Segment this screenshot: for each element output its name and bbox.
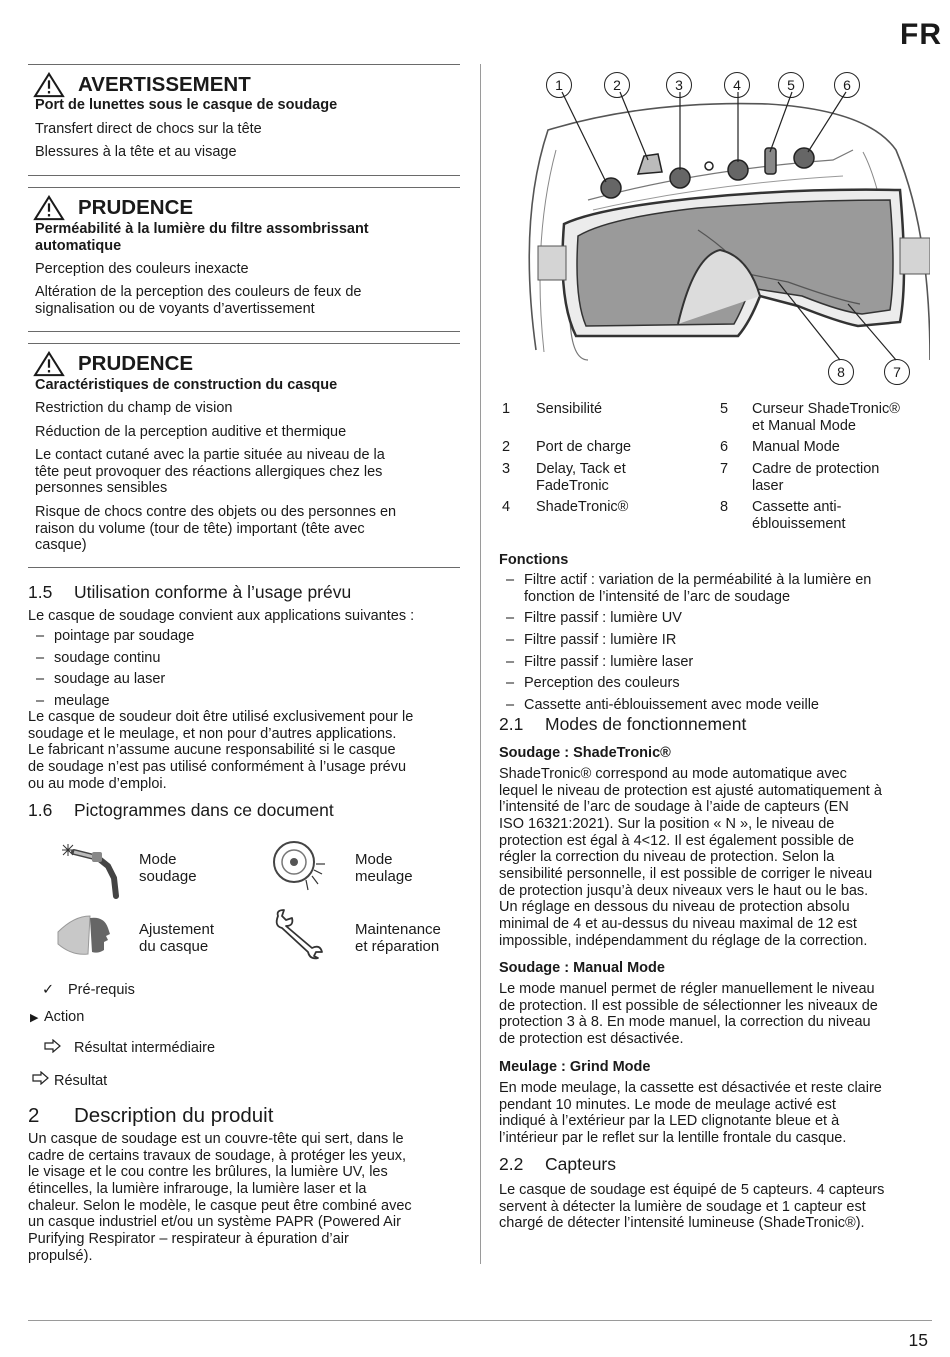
warning-triangle-icon (32, 195, 66, 221)
section-heading-1-5: 1.5 Utilisation conforme à l’usage prévu (28, 582, 352, 602)
warning-item: Transfert direct de chocs sur la tête (35, 121, 262, 137)
wrench-icon (272, 908, 328, 960)
picto-label-adjust: Ajustement du casque (139, 921, 215, 956)
legend-number: 4 (502, 499, 511, 516)
welding-torch-icon (52, 838, 142, 900)
legend-text: Curseur ShadeTronic® et Manual Mode (752, 401, 900, 434)
section-1-5-body: Le casque de soudeur doit être utilisé exclusivement pour le soudage et le meulage, et non pour d’autres applications. Le fabricant n’assume aucune responsabilité si le casque de soudage n’est pas utilisé conformément à l’usage prévu ou au mode d’emploi. (28, 709, 414, 792)
list-item: – Cassette anti-éblouissement avec mode veille (498, 697, 930, 714)
legend-text: Cassette anti- éblouissement (752, 499, 846, 533)
caution-item: Risque de chocs contre des objets ou des personnes en raison du volume (tour de tête) important (tête avec casque) (35, 504, 397, 554)
legend-number: 3 (502, 461, 511, 478)
functions-title: Fonctions (499, 552, 569, 568)
section-heading-1-6: 1.6 Pictogrammes dans ce document (28, 800, 334, 820)
application-list (28, 628, 460, 713)
list-item: – Filtre actif : variation de la perméabilité à la lumière en fonction de l’intensité de l’arc de soudage (498, 572, 930, 605)
picto-label-grinding: Mode meulage (355, 851, 413, 886)
section-1-5-intro: Le casque de soudage convient aux applications suivantes : (28, 608, 415, 624)
picto-label-maintenance: Maintenance et réparation (355, 921, 441, 956)
legend-number: 1 (502, 401, 511, 417)
box-rule (28, 64, 460, 65)
legend-number: 8 (720, 499, 729, 516)
action-label: Action (44, 1009, 85, 1025)
intermediate-result-label: Résultat intermédiaire (74, 1040, 216, 1056)
language-tag: FR (900, 18, 942, 51)
helmet-figure (498, 60, 930, 390)
grind-mode-title: Meulage : Grind Mode (499, 1059, 651, 1075)
list-item: – soudage continu (28, 650, 460, 667)
callout-8: 8 (828, 359, 854, 385)
warning-subtitle: Port de lunettes sous le casque de soudage (35, 97, 338, 113)
section-2-body: Un casque de soudage est un couvre-tête qui sert, dans le cadre de certains travaux de soudage, à protéger les yeux, le visage et le cou contre les brûlures, la lumière UV, les étincelles, la lumière infrarouge, la lumière laser et la chaleur. Selon le modèle, le casque peut être combiné avec un casque industriel et/ou un système PAPR (Powered Air Purifying Respirator – respirateur à épuration d’air propulsé). (28, 1131, 412, 1264)
caution-item: Le contact cutané avec la partie située au niveau de la tête peut provoquer des réactions allergiques chez les personnes sensibles (35, 447, 385, 497)
callout-1: 1 (546, 72, 572, 98)
callout-5: 5 (778, 72, 804, 98)
legend-number: 2 (502, 439, 511, 456)
box-rule (28, 187, 460, 188)
box-rule (28, 567, 460, 568)
caution-item: Altération de la perception des couleurs de feux de signalisation ou de voyants d’avertissement (35, 284, 362, 317)
page-number: 15 (908, 1330, 928, 1350)
section-2-2-body: Le casque de soudage est équipé de 5 capteurs. 4 capteurs servent à détecter la lumière de soudage et 1 capteur est chargé de détecter l’intensité lumineuse (ShadeTronic®). (499, 1182, 885, 1232)
figure-legend (502, 401, 932, 533)
caution-item: Perception des couleurs inexacte (35, 261, 249, 277)
manual-mode-body: Le mode manuel permet de régler manuellement le niveau de protection. Il est possible de sélectionner les niveaux de protection 3 à 8. En mode manuel, la correction du niveau de protection est désactivée. (499, 981, 878, 1048)
action-arrow-icon: ▶ (30, 1012, 39, 1024)
callout-7: 7 (884, 359, 910, 385)
shadetronic-body: ShadeTronic® correspond au mode automatique avec lequel le niveau de protection est ajusté automatiquement à l’intensité de l’arc de soudage à l’aide de capteurs (EN ISO 16321:2021). Sur la position « N », le niveau de protection est égal à 4<12. Il est également possible de régler la correction du niveau de protection. Selon la sensibilité personnelle, il est possible de corriger le niveau de protection jusqu’à deux niveaux vers le haut ou le bas. Un réglage en dessous du niveau de protection absolu minimal de 4 et au-dessus du niveau maximal de 12 est impossible, indépendamment du réglage de la correction. (499, 766, 882, 949)
box-rule (28, 175, 460, 176)
legend-text: Sensibilité (536, 401, 603, 417)
caution-title-text: PRUDENCE (78, 196, 194, 220)
shadetronic-title: Soudage : ShadeTronic® (499, 745, 671, 761)
caution-item: Réduction de la perception auditive et thermique (35, 424, 347, 440)
list-item: – Filtre passif : lumière laser (498, 654, 930, 671)
section-heading-2-2: 2.2 Capteurs (499, 1154, 617, 1174)
caution-subtitle: Perméabilité à la lumière du filtre assombrissant automatique (35, 221, 369, 254)
prerequisite-label: Pré-requis (68, 982, 135, 998)
legend-text: ShadeTronic® (536, 499, 629, 516)
legend-text: Port de charge (536, 439, 632, 456)
callout-3: 3 (666, 72, 692, 98)
warning-title-text: AVERTISSEMENT (78, 73, 251, 97)
caution-item: Restriction du champ de vision (35, 400, 233, 416)
result-label: Résultat (54, 1073, 108, 1089)
list-item: – Filtre passif : lumière UV (498, 610, 930, 627)
box-rule (28, 343, 460, 344)
legend-number: 6 (720, 439, 729, 456)
grinding-disc-icon (268, 836, 330, 894)
warning-title (32, 72, 251, 98)
legend-text: Delay, Tack et FadeTronic (536, 461, 626, 494)
functions-list (498, 572, 930, 717)
section-heading-2: 2 Description du produit (28, 1104, 274, 1127)
list-item: – soudage au laser (28, 671, 460, 688)
callout-2: 2 (604, 72, 630, 98)
footer-rule (28, 1320, 932, 1321)
callout-4: 4 (724, 72, 750, 98)
column-divider (480, 64, 481, 1264)
box-rule (28, 331, 460, 332)
legend-text: Manual Mode (752, 439, 840, 456)
caution-title-text: PRUDENCE (78, 352, 194, 376)
list-item: – Filtre passif : lumière IR (498, 632, 930, 649)
warning-item: Blessures à la tête et au visage (35, 144, 237, 160)
warning-triangle-icon (32, 351, 66, 377)
manual-mode-title: Soudage : Manual Mode (499, 960, 665, 976)
prerequisite-icon: ✓ (42, 982, 55, 998)
legend-number: 7 (720, 461, 729, 478)
grind-mode-body: En mode meulage, la cassette est désactivée et reste claire pendant 10 minutes. Le mode de meulage activé est indiqué à l’extérieur par la LED clignotante bleue et à l’intérieur par le reflet sur la lentille frontale du casque. (499, 1080, 882, 1147)
head-helmet-icon (54, 910, 116, 960)
list-item: – meulage (28, 693, 460, 710)
warning-triangle-icon (32, 72, 66, 98)
list-item: – pointage par soudage (28, 628, 460, 645)
caution-title (32, 195, 193, 221)
section-heading-2-1: 2.1 Modes de fonctionnement (499, 714, 747, 734)
caution-title (32, 351, 193, 377)
picto-label-welding: Mode soudage (139, 851, 197, 886)
result-icon (32, 1071, 50, 1085)
callout-6: 6 (834, 72, 860, 98)
intermediate-result-icon (44, 1039, 62, 1053)
legend-number: 5 (720, 401, 729, 417)
legend-text: Cadre de protection laser (752, 461, 880, 494)
list-item: – Perception des couleurs (498, 675, 930, 692)
caution-subtitle: Caractéristiques de construction du casque (35, 377, 338, 393)
